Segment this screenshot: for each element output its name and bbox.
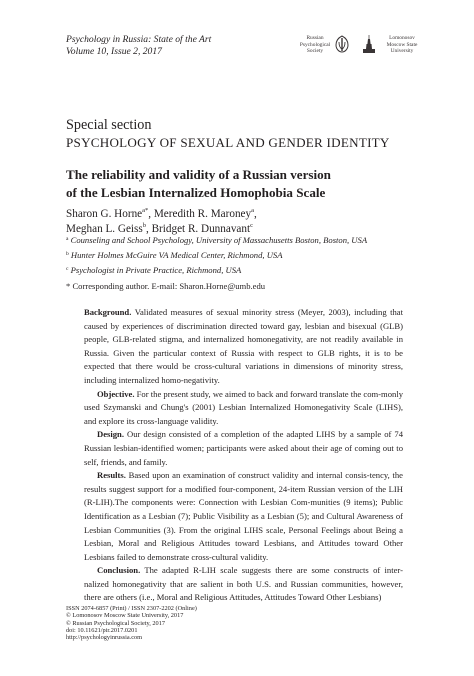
author-affiliation-mark: a*: [142, 207, 149, 214]
author-line: Meghan L. Geiss$^b$, Bridget R. Dunnavant$^c$: [66, 221, 253, 235]
affiliation-list: [66, 233, 367, 279]
section-label: Special section: [66, 117, 152, 133]
publisher-logos: [296, 32, 424, 62]
abstract-conclusion: Conclusion. The adapted R-LIH scale suggests there are some constructs of inter-nalized homonegativity that are salient in both U.S. and Russian communities, however, there are others (i.e., Moral and Religious Attitudes, Attitudes Toward Other Lesbians): [84, 565, 403, 603]
author-affiliation-mark: a: [251, 207, 254, 214]
author-name: Sharon G. Horne: [66, 208, 143, 220]
corresponding-author: * Corresponding author. E-mail: Sharon.Horne@umb.edu: [66, 281, 266, 291]
section-title: PSYCHOLOGY OF SEXUAL AND GENDER IDENTITY: [66, 135, 390, 150]
issn-line: ISSN 2074-6857 (Print) / ISSN 2307-2202 (Online): [66, 605, 197, 612]
author-name: Bridget R. Dunnavant: [151, 222, 251, 235]
author-line: Sharon G. Horne$^{a*}$, Meredith R. Maroney$^a$,: [66, 207, 257, 220]
journal-header: [66, 34, 211, 58]
paper-title-line: The reliability and validity of a Russian version: [66, 167, 331, 182]
publication-footer: [66, 605, 197, 641]
msu-building-icon: [362, 35, 376, 54]
author-affiliation-mark: b: [142, 221, 146, 229]
author-name: Meredith R. Maroney: [153, 208, 252, 220]
abstract-results: Results. Based upon an examination of construct validity and internal consis-tency, the results suggest support for a modified four-component, 24-item Russian version of the LIH (R-LIH).The components were: Connection with Lesbian Com-munities (9 items); Public Identification as a Lesbian (7); Public Visibility as a Lesbian (5); and Cultural Awareness of Lesbian Communities (3). From the original LIHS scale, Personal Feelings about Being a Lesbian, Moral and Religious Attitudes toward Lesbians, and Attitudes toward Other Lesbians failed to demonstrate cross-cultural validity.: [84, 470, 403, 562]
paper-title-line: of the Lesbian Internalized Homophobia Scale: [66, 185, 326, 200]
copyright-rps: © Russian Psychological Society, 2017: [66, 619, 165, 627]
copyright-msu: © Lomonosov Moscow State University, 2017: [66, 612, 184, 620]
author-affiliation-mark: c: [250, 221, 253, 229]
abstract-design: Design. Our design consisted of a completion of the adapted LIHS by a sample of 74 Russian lesbian-identified women; participants were asked about their age of coming out to self, friends, and family.: [84, 429, 403, 467]
journal-url: http://psychologyinrussia.com: [66, 634, 143, 642]
paper-title: [66, 166, 426, 202]
affiliation-item: $^b$ Hunter Holmes McGuire VA Medical Center, Richmond, USA: [66, 250, 283, 261]
journal-volume: Volume 10, Issue 2, 2017: [66, 46, 162, 57]
journal-name: Psychology in Russia: State of the Art: [66, 34, 212, 45]
abstract: [84, 306, 403, 605]
affiliation-item: $^a$ Counseling and School Psychology, University of Massachusetts Boston, Boston, USA: [66, 235, 368, 245]
author-list: [66, 207, 257, 236]
abstract-background: Background. Validated measures of sexual minority stress (Meyer, 2003), including that caused by experiences of discrimination directed toward gay, lesbian and bisexual (GLB) people, GLB-related stigma, and internalized homonegativity, are not readily available in Russia. Given the particular context of Russia with respect to GLB rights, it is to be expected that there would be cross-cultural variations in dimensions of minority stress, including internalized homo-negativity.: [84, 307, 403, 385]
affiliation-item: $^c$ Psychologist in Private Practice, Richmond, USA: [66, 265, 242, 276]
author-name: Meghan L. Geiss: [66, 222, 143, 235]
msu-logo-text: Lomonosov Moscow State University: [386, 35, 418, 55]
doi-line: doi: 10.11621/pir.2017.0201: [66, 626, 138, 634]
rps-logo-text: Russian Psychological Society: [299, 35, 331, 55]
rps-emblem-icon: [334, 35, 350, 53]
abstract-objective: Objective. For the present study, we aimed to back and forward translate the com-monly used Szymanski and Chung's (2001) Lesbian Internalized Homonegativity Scale (LIHS), and explore its cross-language validity.: [84, 388, 403, 426]
